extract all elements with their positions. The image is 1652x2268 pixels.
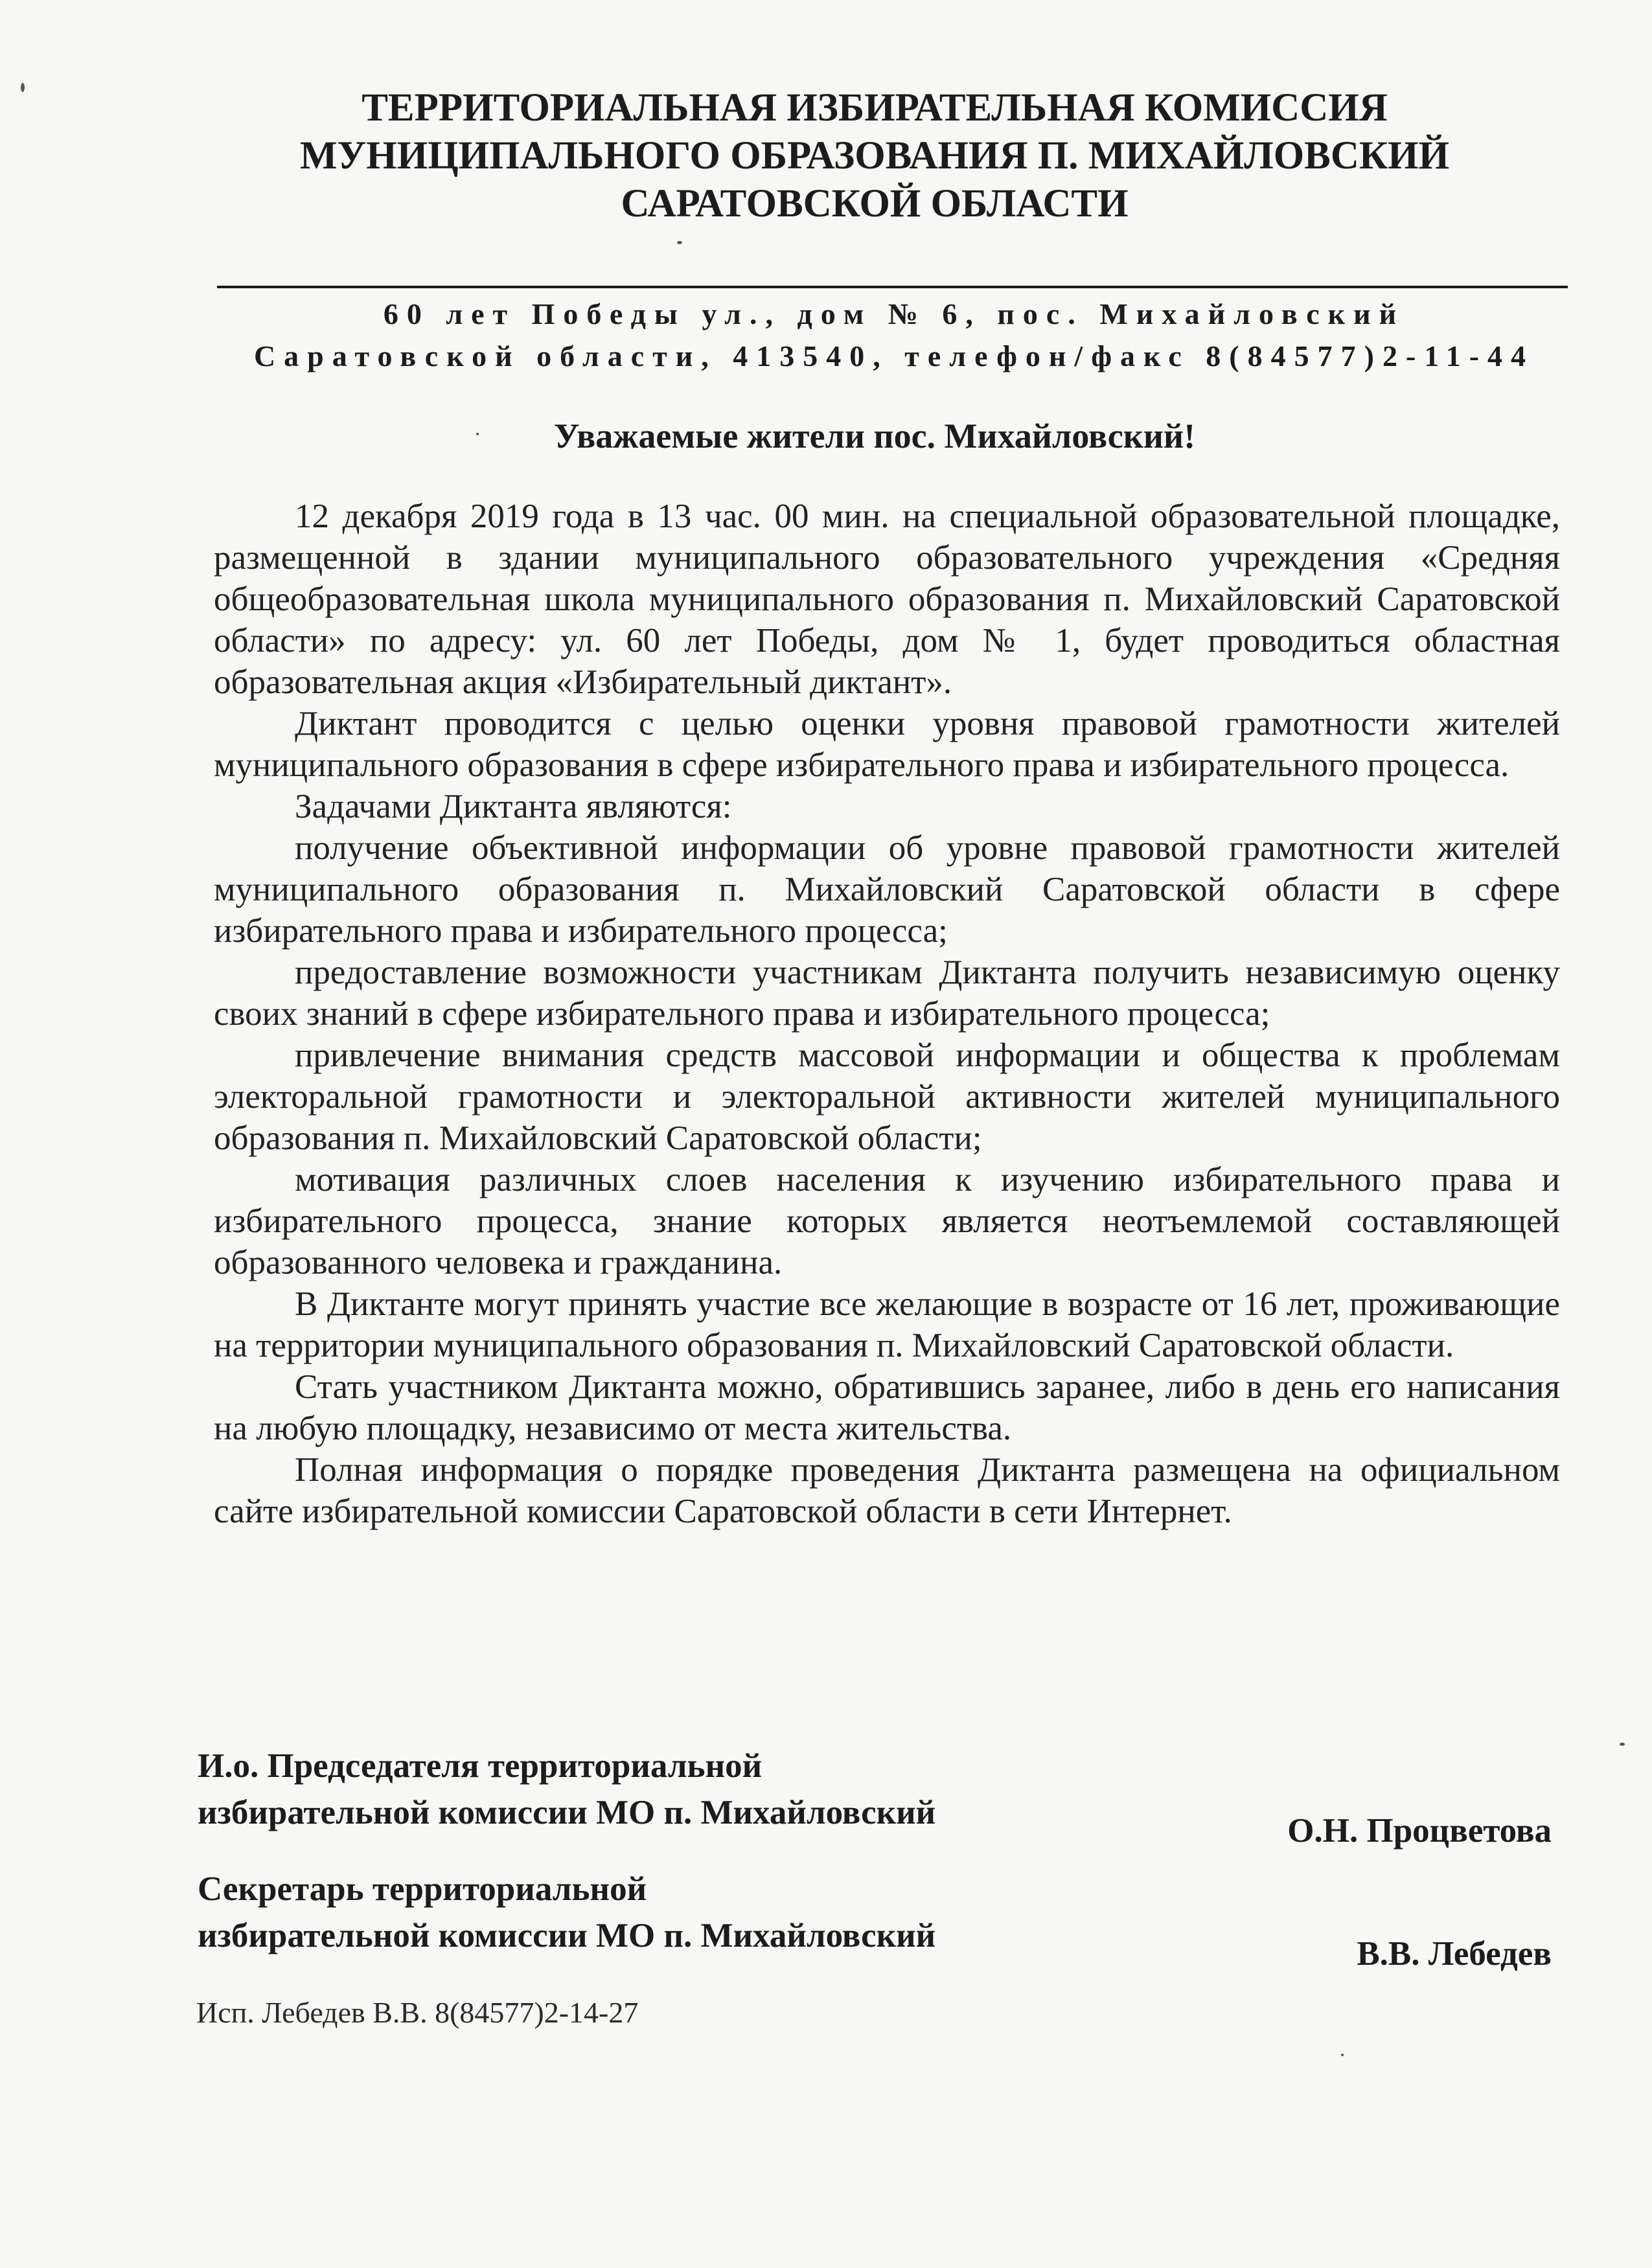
scan-speck (677, 241, 682, 244)
paragraph-task-1: получение объективной информации об уровне правовой грамотности жителей муниципального образования п. Михайловский Саратовской области в сфере избирательного права и избирательного процесса; (214, 829, 1560, 950)
header-divider (217, 286, 1568, 288)
scan-speck (476, 433, 479, 435)
letter-body (214, 496, 1560, 1532)
scan-speck (21, 83, 25, 92)
letterhead-line-3: САРАТОВСКОЙ ОБЛАСТИ (621, 182, 1129, 225)
greeting: Уважаемые жители пос. Михайловский! (553, 417, 1196, 455)
letterhead-line-2: МУНИЦИПАЛЬНОГО ОБРАЗОВАНИЯ П. МИХАЙЛОВСКИЙ (299, 134, 1450, 178)
scan-speck (1620, 1743, 1625, 1746)
paragraph-task-2: предоставление возможности участникам Диктанта получить независимую оценку своих знаний в сфере избирательного права и избирательного процесса; (214, 954, 1560, 1033)
scan-speck (1341, 2054, 1344, 2056)
signature-title-line-1: Секретарь территориальной (198, 1870, 647, 1908)
signature-secretary (198, 1866, 1552, 1973)
paragraph-participants: В Диктанте могут принять участие все желающие в возрасте от 16 лет, проживающие на территории муниципального образования п. Михайловский Саратовской области. (214, 1285, 1560, 1364)
letterhead-line-1: ТЕРРИТОРИАЛЬНАЯ ИЗБИРАТЕЛЬНАЯ КОМИССИЯ (361, 86, 1388, 130)
signature-title-line-2: избирательной комиссии МО п. Михайловский (198, 1917, 936, 1954)
letterhead (194, 84, 1555, 228)
signature-title-line-1: И.о. Председателя территориальной (198, 1747, 763, 1785)
paragraph-info: Полная информация о порядке проведения Диктанта размещена на официальном сайте избирательной комиссии Саратовской области в сети Интернет. (214, 1451, 1560, 1530)
address-line-1: 60 лет Победы ул., дом № 6, пос. Михайловский (383, 297, 1405, 330)
paragraph-event: 12 декабря 2019 года в 13 час. 00 мин. на специальной образовательной площадке, размещенной в здании муниципального образовательного учреждения «Средняя общеобразовательная школа муниципального образования п. Михайловский Саратовской области» по адресу: ул. 60 лет Победы, дом № 1, будет проводиться областная образовательная акция «Избирательный диктант». (214, 498, 1560, 701)
address-line-2: Саратовской области, 413540, телефон/факс 8(84577)2-11-44 (253, 339, 1535, 372)
signature-name: В.В. Лебедев (1357, 1935, 1552, 1973)
signature-chairman (198, 1743, 1552, 1850)
paragraph-purpose: Диктант проводится с целью оценки уровня правовой грамотности жителей муниципального образования в сфере избирательного права и избирательного процесса. (214, 705, 1560, 784)
paragraph-task-3: привлечение внимания средств массовой информации и общества к проблемам электоральной грамотности и электоральной активности жителей муниципального образования п. Михайловский Саратовской области; (214, 1037, 1560, 1157)
paragraph-tasks-heading: Задачами Диктанта являются: (295, 788, 732, 825)
paragraph-registration: Стать участником Диктанта можно, обратившись заранее, либо в день его написания на любую площадку, независимо от места жительства. (214, 1368, 1560, 1447)
signature-name: О.Н. Процветова (1287, 1812, 1552, 1850)
paragraph-task-4: мотивация различных слоев населения к изучению избирательного права и избирательного процесса, знание которых является неотъемлемой составляющей образованного человека и гражданина. (214, 1161, 1560, 1281)
executor-note: Исп. Лебедев В.В. 8(84577)2-14-27 (196, 1996, 639, 2029)
signature-title-line-2: избирательной комиссии МО п. Михайловский (198, 1794, 936, 1831)
